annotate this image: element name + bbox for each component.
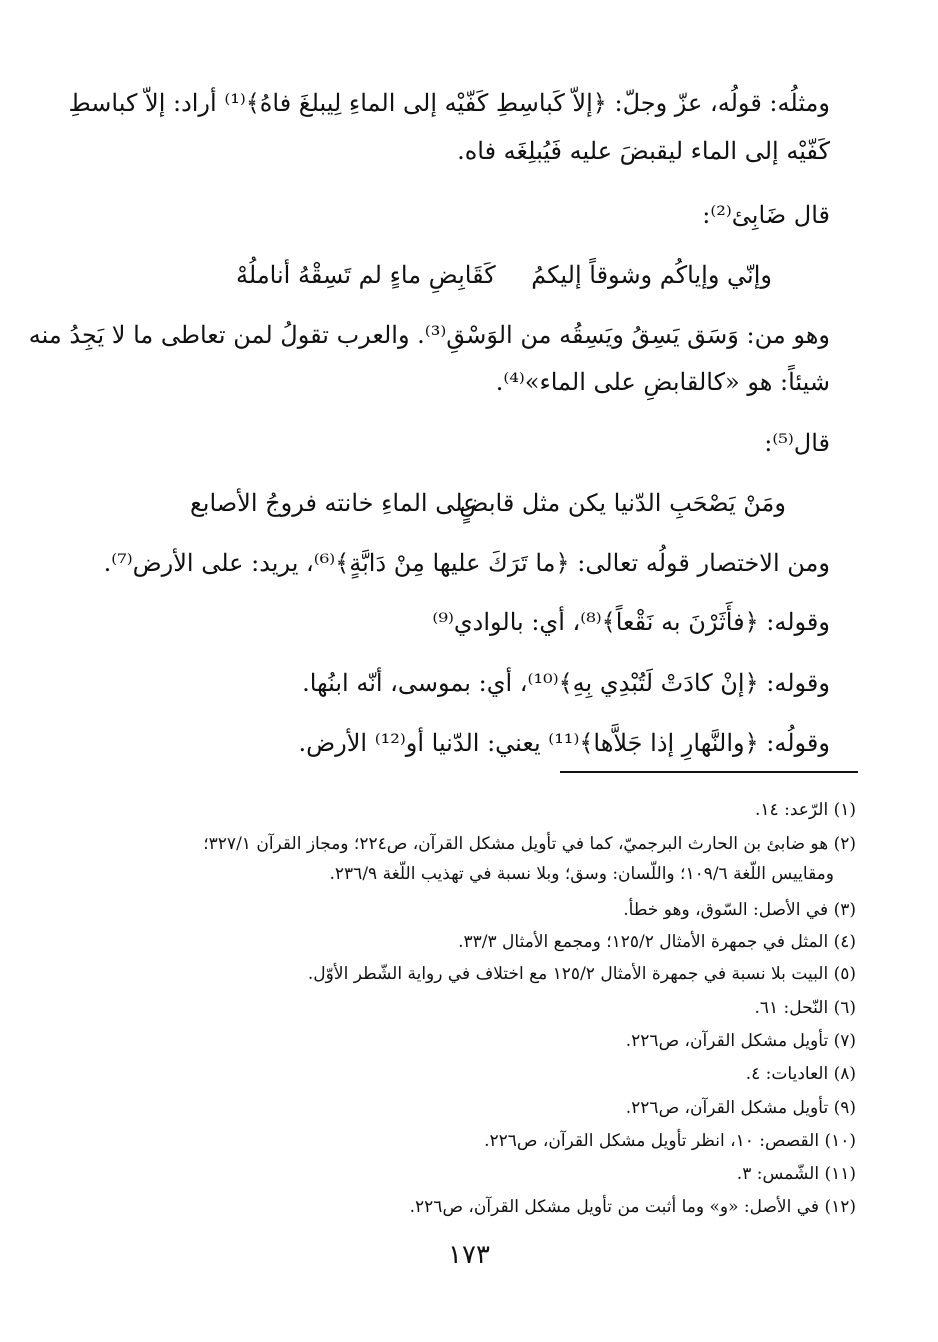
footnote-10: (١٠) القصص: ١٠، انظر تأويل مشكل القرآن، ص٢٢٦. xyxy=(484,1131,856,1151)
body-line-5: شيئاً: هو «كالقابضِ على الماء»⁽⁴⁾. xyxy=(495,368,830,396)
body-line-1: ومثلُه: قولُه، عزّ وجلّ: ﴿إلاّ كَباسِطِ كَفّيْه إلى الماءِ لِيبلغَ فاهُ﴾⁽¹⁾ أراد: إلاّ كباسطِ xyxy=(68,89,830,117)
verse1-second-hemistich: كَقَابِضِ ماءٍ لم تَسِقْهُ أناملُهْ xyxy=(236,261,496,289)
footnote-2-continued: ومقاييس اللّغة ١٠٩/٦؛ واللّسان: وسق؛ وبلا نسبة في تهذيب اللّغة ٢٣٦/٩. xyxy=(329,864,834,884)
footnote-9: (٩) تأويل مشكل القرآن، ص٢٢٦. xyxy=(625,1098,856,1118)
footnote-5: (٥) البيت بلا نسبة في جمهرة الأمثال ١٢٥/٢ مع اختلاف في رواية الشّطر الأوّل. xyxy=(307,964,856,984)
footnote-3: (٣) في الأصل: السّوق، وهو خطأ. xyxy=(623,900,856,920)
body-line-7: ومن الاختصار قولُه تعالى: ﴿ما تَرَكَ عليها مِنْ دَابَّةٍ﴾⁽⁶⁾، يريد: على الأرض⁽⁷⁾. xyxy=(103,549,830,577)
footnote-1: (١) الرّعد: ١٤. xyxy=(755,800,856,820)
footnote-11: (١١) الشّمس: ٣. xyxy=(736,1164,856,1184)
verse1-first-hemistich: وإنّي وإياكُم وشوقاً إليكمُ xyxy=(531,261,772,289)
verse2-second-hemistich: على الماءِ خانته فروجُ الأصابع xyxy=(190,489,478,517)
footnote-8: (٨) العاديات: ٤. xyxy=(745,1064,856,1084)
page-number: ١٧٣ xyxy=(448,1240,490,1270)
body-line-6: قال⁽⁵⁾: xyxy=(764,429,830,457)
footnote-7: (٧) تأويل مشكل القرآن، ص٢٢٦. xyxy=(625,1031,856,1051)
body-line-2: كَفّيْه إلى الماء ليقبضَ عليه فَيُبلِغَه فاه. xyxy=(457,137,830,165)
footnote-4: (٤) المثل في جمهرة الأمثال ١٢٥/٢؛ ومجمع الأمثال ٣٣/٣. xyxy=(458,932,856,952)
body-line-3: قال ضَابِئ⁽²⁾: xyxy=(702,201,830,229)
verse2-first-hemistich: ومَنْ يَصْحَبِ الدّنيا يكن مثل قابضٍ xyxy=(459,489,786,517)
footnote-6: (٦) النّحل: ٦١. xyxy=(754,998,856,1018)
footnote-separator xyxy=(560,771,858,773)
body-line-8: وقوله: ﴿فأَثَرْنَ به نَقْعاً﴾⁽⁸⁾، أي: بالوادي⁽⁹⁾ xyxy=(432,608,830,636)
body-line-9: وقوله: ﴿إنْ كادَتْ لَتُبْدِي بِهِ﴾⁽¹⁰⁾، أي: بموسى، أنّه ابنُها. xyxy=(302,669,830,697)
footnote-12: (١٢) في الأصل: «و» وما أثبت من تأويل مشكل القرآن، ص٢٢٦. xyxy=(409,1197,856,1217)
footnote-2: (٢) هو ضابئ بن الحارث البرجميّ، كما في تأويل مشكل القرآن، ص٢٢٤؛ ومجاز القرآن ٣٢٧/١؛ xyxy=(203,834,856,854)
body-line-4: وهو من: وَسَق يَسِقُ ويَسِقُه من الوَسْقِ⁽³⁾. والعرب تقولُ لمن تعاطى ما لا يَجِدُ منه xyxy=(28,321,830,349)
body-line-10: وقولُه: ﴿والنَّهارِ إذا جَلاَّها﴾⁽¹¹⁾ يعني: الدّنيا أو⁽¹²⁾ الأرض. xyxy=(298,729,830,757)
